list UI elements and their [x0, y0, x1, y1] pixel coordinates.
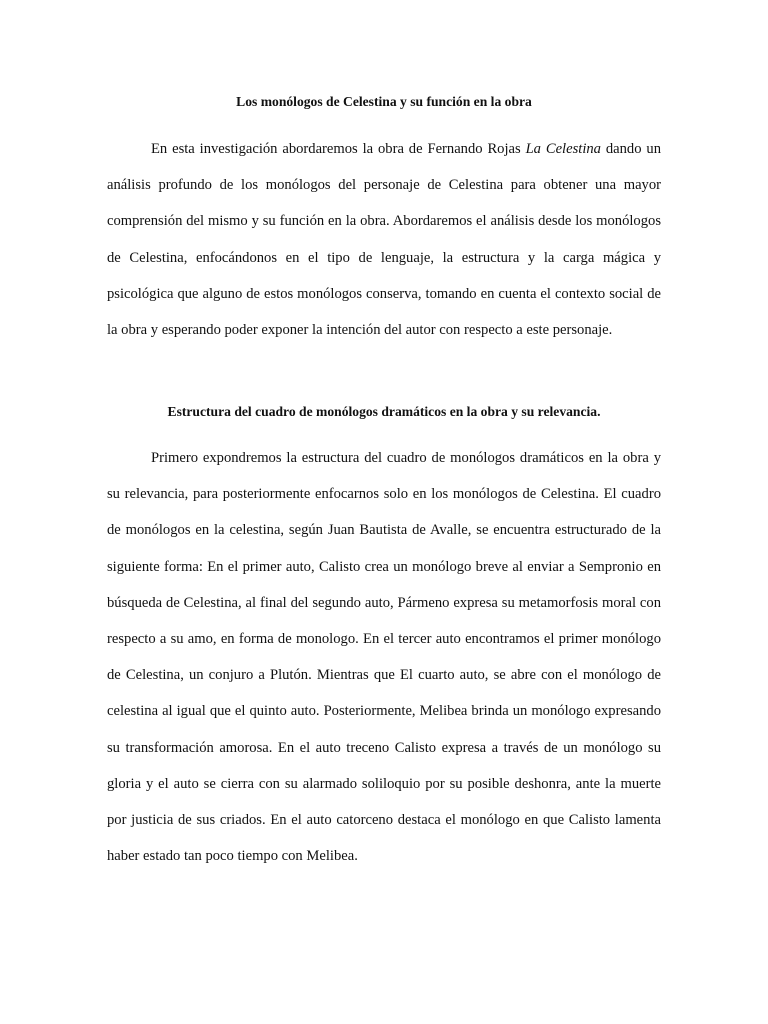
document-title: Los monólogos de Celestina y su función en la obra	[236, 94, 532, 109]
intro-paragraph	[107, 131, 661, 348]
section-paragraph: Primero expondremos la estructura del cuadro de monólogos dramáticos en la obra y su relevancia, para posteriormente enfocarnos solo en los monólogos de Celestina. El cuadro de monólogos en la celestina, según Juan Bautista de Avalle, se encuentra estructurado de la siguiente forma: En el primer auto, Calisto crea un monólogo breve al enviar a Sempronio en búsqueda de Celestina, al final del segundo auto, Pármeno expresa su metamorfosis moral con respecto a su amo, en forma de monologo. En el tercer auto encontramos el primer monólogo de Celestina, un conjuro a Plutón. Mientras que El cuarto auto, se abre con el monólogo de celestina al igual que el quinto auto. Posteriormente, Melibea brinda un monólogo expresando su transformación amorosa. En el auto treceno Calisto expresa a través de un monólogo su gloria y el auto se cierra con su alarmado soliloquio por su posible deshonra, ante la muerte por justicia de sus criados. En el auto catorceno destaca el monólogo en que Calisto lamenta haber estado tan poco tiempo con Melibea.	[107, 450, 661, 865]
work-title: La Celestina	[525, 141, 601, 157]
section-heading: Estructura del cuadro de monólogos dramáticos en la obra y su relevancia.	[167, 404, 601, 419]
intro-text-before: En esta investigación abordaremos la obra de Fernando Rojas	[151, 141, 526, 157]
intro-text-after: dando un análisis profundo de los monólogos del personaje de Celestina para obtener una mayor comprensión del mismo y su función en la obra. Abordaremos el análisis desde los monólogos de Celestina, enfocándonos en el tipo de lenguaje, la estructura y la carga mágica y psicológica que alguno de estos monólogos conserva, tomando en cuenta el contexto social de la obra y esperando poder exponer la intención del autor con respecto a este personaje.	[107, 141, 661, 339]
